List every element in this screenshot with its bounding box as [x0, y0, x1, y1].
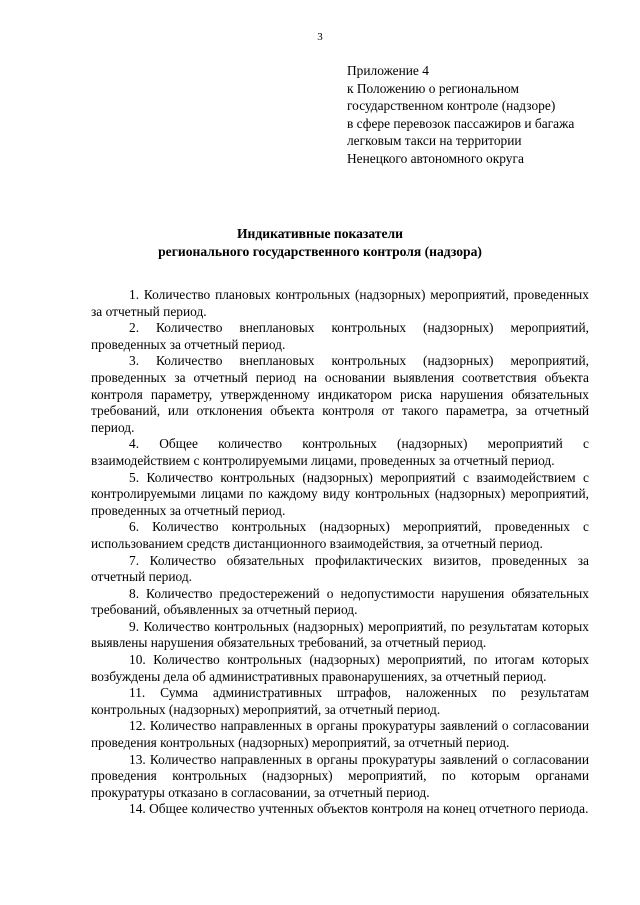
appendix-line: в сфере перевозок пассажиров и багажа	[347, 115, 575, 131]
document-title	[0, 225, 640, 260]
indicator-item: 4. Общее количество контрольных (надзорных) мероприятий с взаимодействием с контролируемыми лицами, проведенных за отчетный период.	[91, 436, 589, 468]
indicator-item: 8. Количество предостережений о недопустимости нарушения обязательных требований, объявленных за отчетный период.	[91, 585, 589, 618]
appendix-block	[347, 62, 627, 168]
appendix-line: легковым такси на территории	[347, 133, 522, 149]
appendix-line: к Положению о региональном	[347, 80, 519, 96]
indicator-item: 10. Количество контрольных (надзорных) мероприятий, по итогам которых возбуждены дела об административных правонарушениях, за отчетный период.	[91, 652, 589, 684]
indicator-item: 1. Количество плановых контрольных (надзорных) мероприятий, проведенных за отчетный период.	[91, 287, 589, 319]
page-number: 3	[317, 31, 323, 43]
indicator-item: 6. Количество контрольных (надзорных) мероприятий, проведенных с использованием средств дистанционного взаимодействия, за отчетный период.	[91, 519, 589, 551]
appendix-line: государственном контроле (надзоре)	[347, 98, 556, 114]
title-line-1: Индикативные показатели	[236, 226, 404, 241]
indicator-list	[91, 287, 589, 818]
appendix-line: Приложение 4	[347, 63, 429, 78]
indicator-item: 9. Количество контрольных (надзорных) мероприятий, по результатам которых выявлены нарушения обязательных требований, за отчетный период.	[91, 618, 589, 651]
indicator-item: 3. Количество внеплановых контрольных (надзорных) мероприятий, проведенных за отчетный период на основании выявления соответствия объекта контроля параметру, утвержденному индикатором риска нарушения обязательных требований, или отклонения объекта контроля от такого параметра, за отчетный период.	[91, 353, 589, 435]
indicator-item: 2. Количество внеплановых контрольных (надзорных) мероприятий, проведенных за отчетный период.	[91, 320, 589, 352]
appendix-line: Ненецкого автономного округа	[347, 150, 524, 166]
indicator-item: 7. Количество обязательных профилактических визитов, проведенных за отчетный период.	[91, 552, 589, 585]
indicator-item: 5. Количество контрольных (надзорных) мероприятий с взаимодействием с контролируемыми лицами по каждому виду контрольных (надзорных) мероприятий, проведенных за отчетный период.	[91, 469, 589, 518]
indicator-item: 12. Количество направленных в органы прокуратуры заявлений о согласовании проведения контрольных (надзорных) мероприятий, за отчетный период.	[91, 718, 589, 751]
indicator-item: 11. Сумма административных штрафов, наложенных по результатам контрольных (надзорных) мероприятий, за отчетный период.	[91, 685, 589, 717]
indicator-item: 13. Количество направленных в органы прокуратуры заявлений о согласовании проведения контрольных (надзорных) мероприятий, по которым органами прокуратуры отказано в согласовании, за отчетный период.	[91, 751, 589, 800]
indicator-item: 14. Общее количество учтенных объектов контроля на конец отчетного периода.	[129, 801, 589, 817]
title-line-2: регионального государственного контроля (надзора)	[158, 243, 482, 259]
